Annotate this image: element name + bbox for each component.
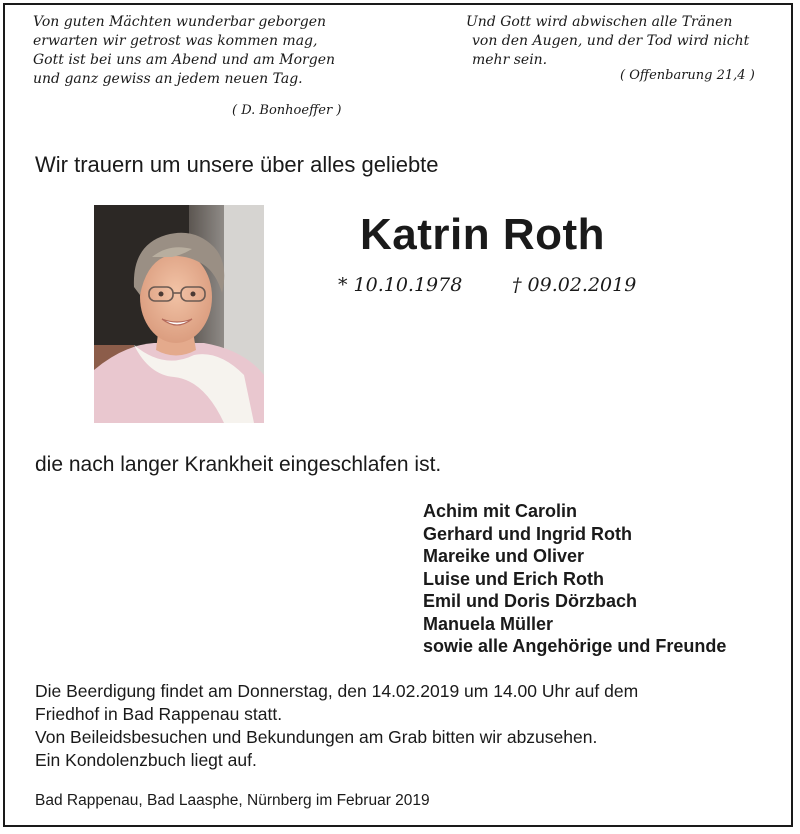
quote-revelation-source: ( Offenbarung 21,4 ) — [620, 68, 755, 83]
death-date: † 09.02.2019 — [512, 274, 637, 296]
notice-line: Von Beileidsbesuchen und Bekundungen am Grab bitten wir abzusehen. — [35, 727, 598, 747]
mourner-name: sowie alle Angehörige und Freunde — [423, 636, 727, 656]
quote-line: Und Gott wird abwischen alle Tränen — [466, 14, 733, 30]
quote-line: mehr sein. — [472, 52, 548, 68]
funeral-notice — [35, 680, 638, 772]
passed-text: die nach langer Krankheit eingeschlafen ist. — [35, 453, 442, 476]
notice-line: Friedhof in Bad Rappenau statt. — [35, 704, 283, 724]
portrait-photo — [94, 205, 264, 423]
mourners-list — [423, 500, 726, 658]
quote-revelation — [466, 13, 749, 70]
mourner-name: Gerhard und Ingrid Roth — [423, 523, 632, 544]
mourner-name: Manuela Müller — [423, 613, 554, 634]
mourner-name: Mareike und Oliver — [423, 546, 585, 566]
quote-line: erwarten wir getrost was kommen mag, — [33, 33, 318, 49]
notice-line: Ein Kondolenzbuch liegt auf. — [35, 750, 257, 770]
quote-line: Von guten Mächten wunderbar geborgen — [33, 14, 326, 30]
intro-text: Wir trauern um unsere über alles geliebte — [35, 152, 439, 177]
mourner-name: Achim mit Carolin — [423, 501, 578, 521]
quote-bonhoeffer-source: ( D. Bonhoeffer ) — [232, 103, 342, 118]
quote-line: Gott ist bei uns am Abend und am Morgen — [33, 52, 335, 68]
mourner-name: Emil und Doris Dörzbach — [423, 591, 638, 611]
birth-date: * 10.10.1978 — [338, 274, 463, 296]
mourner-name: Luise und Erich Roth — [423, 568, 605, 589]
notice-line: Die Beerdigung findet am Donnerstag, den 14.02.2019 um 14.00 Uhr auf dem — [35, 681, 639, 701]
deceased-name: Katrin Roth — [360, 210, 606, 259]
quote-line: von den Augen, und der Tod wird nicht — [472, 33, 750, 49]
quote-bonhoeffer — [33, 13, 335, 89]
quote-line: und ganz gewiss an jedem neuen Tag. — [33, 71, 303, 87]
place-date: Bad Rappenau, Bad Laasphe, Nürnberg im Februar 2019 — [35, 792, 430, 809]
